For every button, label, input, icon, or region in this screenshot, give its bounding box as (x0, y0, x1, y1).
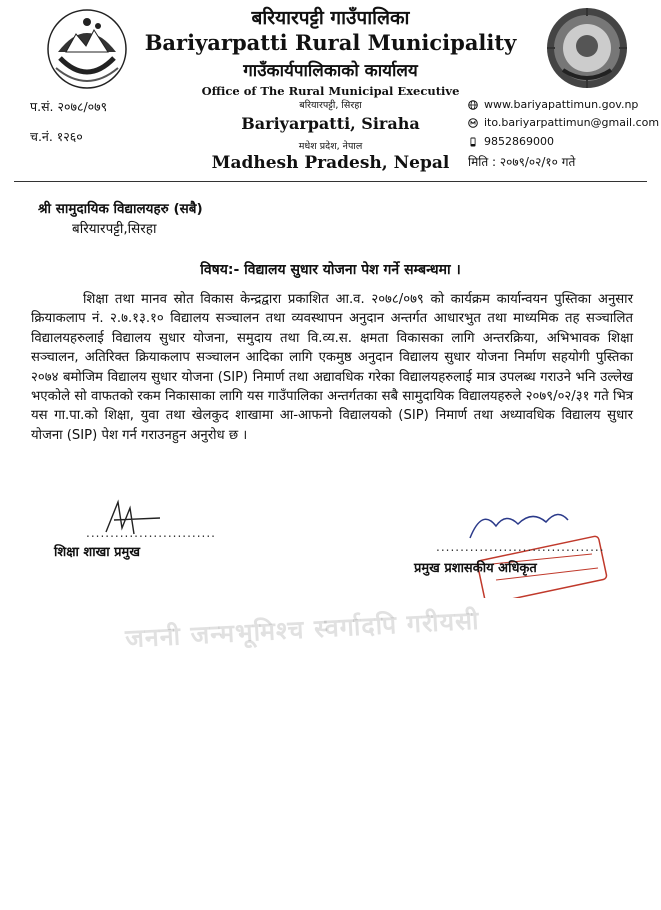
letter-number: प.सं. २०७८/०७९ (30, 99, 108, 114)
address-nepali-district: बरियारपट्टी, सिरहा (299, 100, 362, 111)
letter-subject: विषय:- विद्यालय सुधार योजना पेश गर्ने सम्बन्धमा । (200, 262, 461, 278)
header-divider (14, 181, 647, 182)
watermark-motto: जननी जन्मभूमिश्च स्वर्गादपि गरीयसी (124, 605, 481, 654)
signature-right-title: प्रमुख प्रशासकीय अधिकृत (414, 561, 537, 576)
letter-body: शिक्षा तथा मानव स्रोत विकास केन्द्रद्वारा प्रकाशित आ.व. २०७८/०७९ को कार्यक्रम कार्यान्वयन पुस्तिका अनुसार क्रियाकलाप नं. २.७.१३.१० विद्यालय सञ्चालन तथा व्यवस्थापन अनुदान अन्तर्गत आधारभुत तथा माध्यमिक तह सञ्चालित विद्यालयहरुलाई विद्यालय सुधार योजना, समुदाय तथा वि.व्य.स. क्षमता विकासका लागि अन्तरक्रिया, अभिभावक शिक्षा सञ्चालन, अतिरिक्त क्रियाकलाप सञ्चालन आदिका लागि एकमुष्ठ अनुदान विद्यालय सुधार योजना निर्माण सहयोगी पुस्तिका २०७४ बमोजिम विद्यालय सुधार योजना (SIP) निमार्ण तथा अद्यावधिक गरेका विद्यालयहरुलाई मात्र उपलब्ध गराउने भनि उल्लेख भएकोले सो वाफतको रकम निकासाका लागि यस गाउँपालिका अन्तर्गतका सबै सामुदायिक विद्यालयहरुले २०७९/०२/३१ गते भित्र यस गा.पा.को शिक्षा, युवा तथा खेलकुद शाखामा आ-आफनो विद्यालयको (SIP) निमार्ण तथा अध्यावधिक विद्यालय सुधार योजना (SIP) पेश गर्न गराउनहुन अनुरोध छ । (31, 292, 633, 443)
phone-text: 9852869000 (484, 135, 554, 148)
website-row (468, 98, 638, 111)
signature-left-title: शिक्षा शाखा प्रमुख (54, 545, 140, 560)
signature-left-line: ........................... (86, 526, 216, 540)
addressee-recipient: श्री सामुदायिक विद्यालयहरु (सबै) (38, 201, 203, 217)
address-english-province: Madhesh Pradesh, Nepal (211, 153, 450, 173)
office-name-english: Office of The Rural Municipal Executive (201, 84, 460, 98)
phone-icon (468, 137, 478, 147)
website-text: www.bariyapattimun.gov.np (484, 98, 639, 111)
address-nepali-province: मधेश प्रदेश, नेपाल (298, 141, 363, 152)
email-row (468, 116, 659, 129)
globe-icon (468, 100, 478, 110)
signature-right-line: ................................... (436, 540, 605, 554)
email-text: ito.bariyarpattimun@gmail.com (484, 116, 660, 129)
addressee-location: बरियारपट्टी,सिरहा (72, 221, 157, 237)
municipality-name-nepali: बरियारपट्टी गाउँपालिका (251, 7, 410, 29)
address-english-district: Bariyarpatti, Siraha (241, 114, 420, 133)
letter-date: मिति : २०७९/०२/१० गते (468, 155, 576, 169)
municipality-name-english: Bariyarpatti Rural Municipality (144, 30, 517, 55)
email-icon (468, 118, 478, 128)
phone-row (468, 135, 554, 148)
office-name-nepali: गाउँकार्यपालिकाको कार्यालय (243, 61, 418, 81)
dispatch-number: च.नं. १२६० (30, 129, 83, 144)
